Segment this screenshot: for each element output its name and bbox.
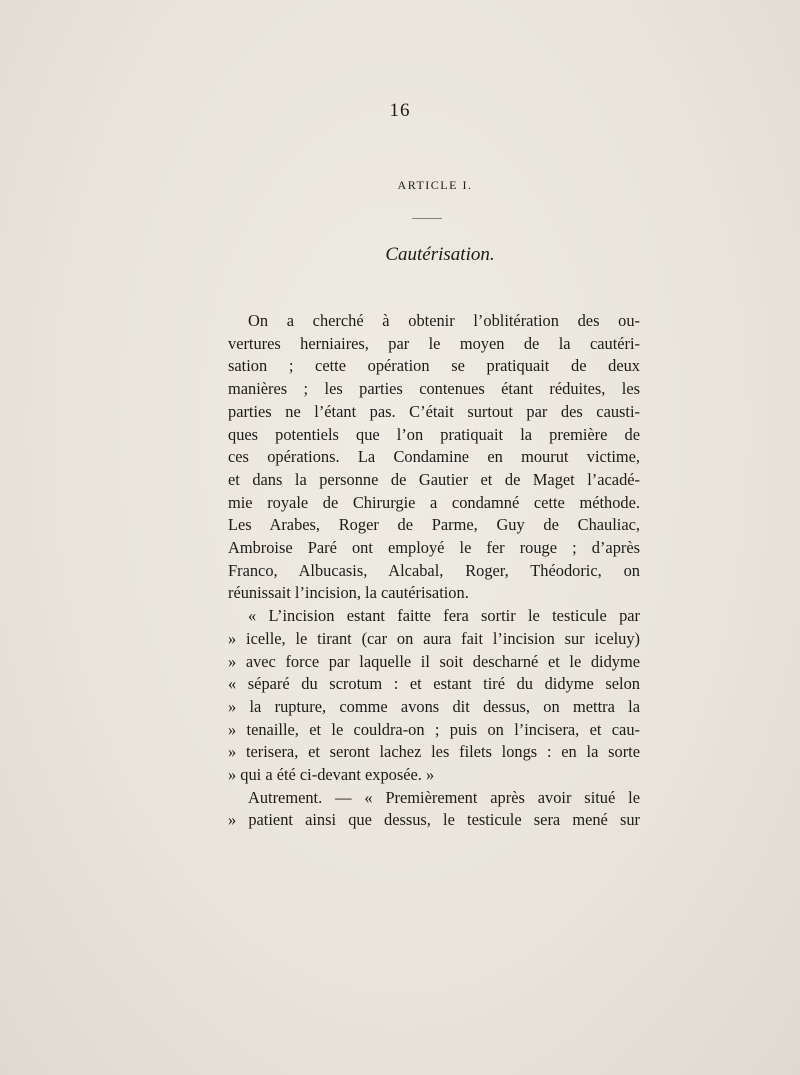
- text-line: « séparé du scrotum : et estant tiré du didyme selon: [228, 674, 640, 694]
- text-line: Les Arabes, Roger de Parme, Guy de Chauliac,: [228, 515, 640, 535]
- text-line: » qui a été ci-devant exposée. »: [228, 765, 435, 785]
- text-line: ces opérations. La Condamine en mourut victime,: [228, 447, 640, 467]
- text-line: sation ; cette opération se pratiquait de deux: [228, 356, 640, 376]
- text-line: Autrement. — « Premièrement après avoir situé le: [248, 787, 640, 807]
- text-line: Ambroise Paré ont employé le fer rouge ; d’après: [228, 538, 640, 558]
- text-line: vertures herniaires, par le moyen de la cautéri-: [228, 333, 640, 353]
- text-line: » avec force par laquelle il soit descharné et le didyme: [228, 651, 640, 671]
- text-line: manières ; les parties contenues étant réduites, les: [228, 379, 640, 399]
- page-number: 16: [389, 100, 411, 121]
- text-line: et dans la personne de Gautier et de Maget l’acadé-: [228, 469, 640, 489]
- text-line: » la rupture, comme avons dit dessus, on mettra la: [228, 696, 640, 716]
- text-line: « L’incision estant faitte fera sortir le testicule par: [248, 606, 640, 626]
- text-line: » patient ainsi que dessus, le testicule sera mené sur: [228, 810, 640, 830]
- text-line: » tenaille, et le couldra-on ; puis on l’incisera, et cau-: [228, 719, 640, 739]
- text-line: mie royale de Chirurgie a condamné cette méthode.: [228, 492, 640, 512]
- text-line: On a cherché à obtenir l’oblitération des ou-: [248, 311, 640, 330]
- text-line: Franco, Albucasis, Alcabal, Roger, Théodoric, on: [228, 560, 640, 580]
- section-label: ARTICLE I.: [397, 178, 473, 192]
- text-line: » terisera, et seront lachez les filets longs : en la sorte: [228, 742, 640, 762]
- divider-rule: [412, 218, 442, 219]
- text-line: parties ne l’étant pas. C’était surtout par des causti-: [228, 401, 640, 421]
- body-text: [228, 310, 640, 832]
- text-line: » icelle, le tirant (car on aura fait l’incision sur iceluy): [228, 628, 640, 648]
- text-line: ques potentiels que l’on pratiquait la première de: [228, 424, 640, 444]
- section-title: Cautérisation.: [385, 244, 495, 265]
- text-line: réunissait l’incision, la cautérisation.: [228, 583, 469, 603]
